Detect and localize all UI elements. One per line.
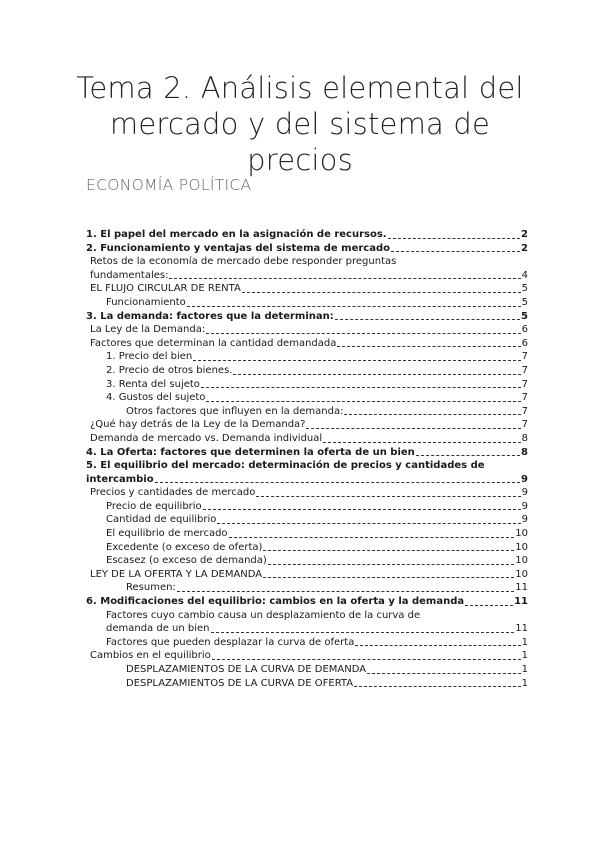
toc-page-number: 9 [521,500,528,512]
toc-page-number: 11 [515,623,528,635]
dot-leader [268,564,514,565]
toc-page-number: 7 [521,392,528,404]
dot-leader [323,442,520,443]
toc-entry[interactable] [86,554,528,568]
toc-entry[interactable] [86,677,528,691]
toc-entry[interactable] [86,296,528,310]
dot-leader [203,509,521,510]
toc-entry-text: Factores que pueden desplazar la curva de oferta [106,636,355,648]
toc-entry[interactable] [86,350,528,364]
toc-entry[interactable] [86,527,528,541]
toc-page-number: 10 [515,568,528,580]
toc-page-number: 11 [514,596,528,608]
toc-entry-text: ¿Qué hay detrás de la Ley de la Demanda? [90,419,306,431]
toc-entry[interactable] [86,663,528,677]
toc-entry[interactable] [86,459,528,486]
dot-leader [169,278,520,279]
toc-entry-text: Factores cuyo cambio causa un desplazamiento de la curva de [106,609,421,621]
toc-entry[interactable] [86,649,528,663]
toc-entry-text: Precio de equilibrio [106,500,202,512]
dot-leader [193,360,520,361]
toc-page-number: 1 [521,636,528,648]
toc-entry-text: 2. Precio de otros bienes. [106,364,233,376]
toc-page-number: 11 [515,582,528,594]
toc-page-number: 7 [521,405,528,417]
dot-leader [354,686,521,687]
document-subtitle: ECONOMÍA POLÍTICA [86,176,252,194]
toc-entry-text: 3. Renta del sujeto [106,378,200,390]
toc-entry[interactable] [86,500,528,514]
toc-entry[interactable] [86,581,528,595]
toc-entry[interactable] [86,323,528,337]
toc-entry-text: Factores que determinan la cantidad demandada [90,337,337,349]
toc-page-number: 9 [521,514,528,526]
dot-leader [187,306,521,307]
toc-entry[interactable] [86,568,528,582]
dot-leader [344,414,520,415]
toc-page-number: 7 [521,364,528,376]
toc-entry[interactable] [86,378,528,392]
dot-leader [206,401,520,402]
toc-entry-text: 4. Gustos del sujeto [106,392,206,404]
toc-entry-text: EL FLUJO CIRCULAR DE RENTA [90,283,241,295]
toc-entry[interactable] [86,595,528,609]
dot-leader [465,605,513,606]
toc-entry[interactable] [86,364,528,378]
toc-entry[interactable] [86,391,528,405]
toc-entry[interactable] [86,255,528,282]
toc-page-number: 2 [521,242,528,254]
dot-leader [177,591,514,592]
toc-entry-text: DESPLAZAMIENTOS DE LA CURVA DE DEMANDA [126,664,367,675]
toc-page-number: 8 [521,446,528,458]
toc-entry-text: 6. Modificaciones del equilibrio: cambios en la oferta y la demanda [86,596,465,608]
toc-entry[interactable] [86,242,528,256]
toc-entry[interactable] [86,636,528,650]
toc-entry-text: Retos de la economía de mercado debe responder preguntas [90,256,397,268]
toc-page-number: 5 [521,310,528,322]
toc-page-number: 1 [521,650,528,662]
toc-entry-text: Otros factores que influyen en la demanda: [126,405,344,417]
toc-entry[interactable] [86,405,528,419]
toc-entry[interactable] [86,310,528,324]
dot-leader [256,496,520,497]
toc-entry-text: 4. La Oferta: factores que determinen la oferta de un bien [86,446,415,458]
toc-entry-text: 1. El papel del mercado en la asignación de recursos. [86,229,387,240]
toc-entry-text-continued: demanda de un bien [106,623,210,635]
toc-page-number: 10 [515,528,528,540]
dot-leader [388,238,520,239]
toc-entry[interactable] [86,486,528,500]
dot-leader [233,374,520,375]
toc-entry-text: 1. Precio del bien [106,351,193,363]
dot-leader [212,659,521,660]
toc-page-number: 9 [521,487,528,499]
toc-entry-text: Escasez (o exceso de demanda) [106,555,267,567]
dot-leader [416,455,520,456]
toc-page-number: 5 [521,296,528,308]
toc-page-number: 1 [521,664,528,675]
toc-page-number: 6 [521,324,528,336]
dot-leader [155,482,520,483]
dot-leader [217,523,520,524]
toc-entry-text: Funcionamiento [106,296,186,308]
toc-entry[interactable] [86,609,528,636]
dot-leader [335,319,520,320]
toc-entry-text: DESPLAZAMIENTOS DE LA CURVA DE OFERTA [126,677,354,689]
dot-leader [229,537,515,538]
toc-entry[interactable] [86,541,528,555]
toc-entry-text: 2. Funcionamiento y ventajas del sistema de mercado [86,242,390,254]
toc-entry-text: Precios y cantidades de mercado [90,487,256,499]
toc-page-number: 5 [521,283,528,295]
dot-leader [201,387,521,388]
dot-leader [242,292,521,293]
toc-entry-text: Resumen: [126,582,176,594]
dot-leader [391,251,520,252]
toc-entry-text: Cantidad de equilibrio [106,514,217,526]
toc-page-number: 8 [521,432,528,444]
toc-entry[interactable] [86,282,528,296]
dot-leader [355,645,520,646]
toc-entry[interactable] [86,418,528,432]
toc-page-number: 10 [515,555,528,567]
toc-entry-text: 3. La demanda: factores que la determinan: [86,310,334,322]
toc-entry[interactable] [86,446,528,460]
toc-entry[interactable] [86,228,528,242]
dot-leader [337,346,520,347]
table-of-contents [86,228,528,690]
toc-page-number: 9 [521,473,528,485]
toc-page-number: 7 [521,419,528,431]
toc-entry-text: LEY DE LA OFERTA Y LA DEMANDA [90,568,263,580]
dot-leader [211,632,515,633]
toc-page-number: 1 [521,677,528,689]
toc-page-number: 10 [515,541,528,553]
toc-entry-text: La Ley de la Demanda: [90,324,206,336]
dot-leader [206,333,520,334]
toc-entry-text: 5. El equilibrio del mercado: determinación de precios y cantidades de [86,460,485,472]
toc-page-number: 2 [521,229,528,240]
toc-page-number: 7 [521,351,528,363]
toc-entry[interactable] [86,337,528,351]
document-title: Tema 2. Análisis elemental del mercado y del sistema de precios [76,71,524,177]
toc-entry[interactable] [86,432,528,446]
dot-leader [306,428,520,429]
dot-leader [263,550,514,551]
toc-entry-text: Cambios en el equilibrio [90,650,211,662]
toc-page-number: 4 [521,269,528,281]
toc-entry-text: El equilibrio de mercado [106,528,228,540]
toc-entry-text-continued: fundamentales: [90,269,169,281]
toc-entry-text-continued: intercambio [86,473,154,485]
toc-entry-text: Excedente (o exceso de oferta) [106,541,263,553]
toc-entry[interactable] [86,513,528,527]
toc-page-number: 7 [521,378,528,390]
dot-leader [367,673,521,674]
toc-entry-text: Demanda de mercado vs. Demanda individual [90,432,323,444]
toc-page-number: 6 [521,337,528,349]
dot-leader [263,577,514,578]
